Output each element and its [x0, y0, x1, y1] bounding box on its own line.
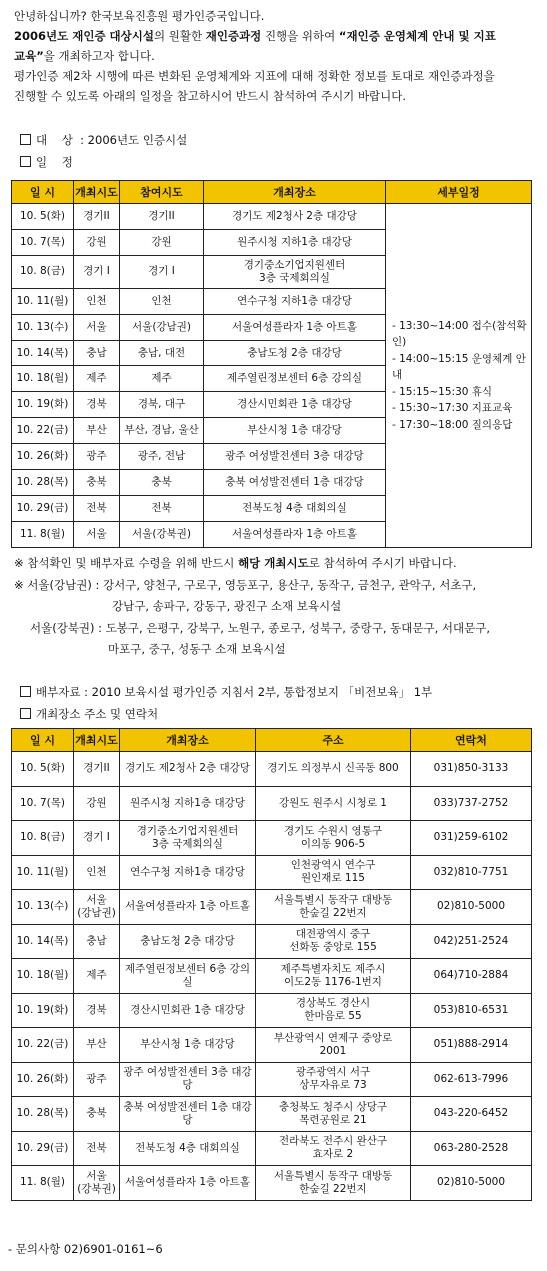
table-row	[12, 1097, 532, 1132]
venue-cell: 경기도 제2청사 2층 대강당	[120, 752, 256, 787]
phone-cell: 051)888-2914	[411, 1028, 532, 1063]
venue-cell: 연수구청 지하1층 대강당	[204, 288, 386, 314]
notes	[14, 553, 490, 661]
details-cell	[386, 204, 532, 548]
venue-cell: 전북도청 4층 대회의실	[204, 495, 386, 521]
date-cell: 10. 8(금)	[12, 255, 74, 288]
venue-cell: 제주열린정보센터 6층 강의실	[204, 366, 386, 392]
header-details: 세부일정	[386, 181, 532, 204]
host-region-cell: 충남	[74, 924, 120, 959]
host-region-cell: 경기II	[74, 204, 120, 230]
date-cell: 10. 18(월)	[12, 959, 74, 994]
date-cell: 10. 11(월)	[12, 855, 74, 890]
address-cell: 부산광역시 연제구 중앙로 2001	[256, 1028, 411, 1063]
address-cell: 제주특별자치도 제주시 이도2동 1176-1번지	[256, 959, 411, 994]
host-region-cell: 충북	[74, 1097, 120, 1132]
date-cell: 10. 5(화)	[12, 204, 74, 230]
date-cell: 11. 8(월)	[12, 1166, 74, 1201]
venue-cell: 원주시청 지하1층 대강당	[204, 229, 386, 255]
participants-cell: 광주, 전남	[120, 444, 204, 470]
note-gangnam: ※ 서울(강남권) : 강서구, 양천구, 구로구, 영등포구, 용산구, 동작구, 금천구, 관악구, 서초구,	[14, 577, 477, 592]
host-region-cell: 전북	[74, 495, 120, 521]
host-region-cell: 부산	[74, 1028, 120, 1063]
participants-cell: 전북	[120, 495, 204, 521]
date-cell: 10. 28(목)	[12, 1097, 74, 1132]
date-cell: 10. 14(목)	[12, 340, 74, 366]
table-row	[12, 821, 532, 856]
venue-cell: 경기중소기업지원센터 3층 국제회의실	[120, 821, 256, 856]
header-host-region: 개최시도	[74, 181, 120, 204]
venue-cell: 광주 여성발전센터 3층 대강당	[204, 444, 386, 470]
address-cell: 광주광역시 서구 상무자유로 73	[256, 1062, 411, 1097]
venue-cell: 전북도청 4층 대회의실	[120, 1131, 256, 1166]
greeting: 안녕하십니까? 한국보육진흥원 평가인증국입니다.	[14, 9, 265, 23]
intro-line-2: 2006년도 재인증 대상시설의 원활한 재인증과정 진행을 위하여 “재인증 운영체계 안내 및 지표	[14, 29, 496, 43]
contact-line: - 문의사항 02)6901-0161~6	[8, 1242, 163, 1256]
venue-cell: 충북 여성발전센터 1층 대강당	[204, 470, 386, 496]
phone-cell: 062-613-7996	[411, 1062, 532, 1097]
date-cell: 10. 5(화)	[12, 752, 74, 787]
phone-cell: 031)259-6102	[411, 821, 532, 856]
venue-table	[11, 728, 532, 1201]
phone-cell: 043-220-6452	[411, 1097, 532, 1132]
date-cell: 10. 19(화)	[12, 392, 74, 418]
venue-cell: 제주열린정보센터 6층 강의실	[120, 959, 256, 994]
venue-cell: 충남도청 2층 대강당	[204, 340, 386, 366]
intro-text	[14, 6, 496, 106]
phone-cell: 032)810-7751	[411, 855, 532, 890]
detail-item: - 14:00~15:15 운영체계 안내	[392, 352, 526, 382]
note-gangbuk: 서울(강북권) : 도봉구, 은평구, 강북구, 노원구, 종로구, 성북구, 중랑구, 동대문구, 서대문구,	[30, 620, 491, 635]
venue-cell: 충남도청 2층 대강당	[120, 924, 256, 959]
target-line	[20, 132, 187, 148]
table-row	[12, 890, 532, 925]
host-region-cell: 광주	[74, 444, 120, 470]
header-address: 주소	[256, 729, 411, 752]
header-date: 일 시	[12, 181, 74, 204]
host-region-cell: 충북	[74, 470, 120, 496]
address-cell: 서울특별시 동작구 대방동 한숲길 22번지	[256, 890, 411, 925]
address-cell: 경기도 수원시 영통구 이의동 906-5	[256, 821, 411, 856]
participants-cell: 경기 I	[120, 255, 204, 288]
date-cell: 11. 8(월)	[12, 521, 74, 547]
note-gangnam-cont: 강남구, 송파구, 강동구, 광진구 소재 보육시설	[112, 599, 342, 613]
host-region-cell: 강원	[74, 786, 120, 821]
date-cell: 10. 26(화)	[12, 444, 74, 470]
venue-cell: 경기중소기업지원센터 3층 국제회의실	[204, 255, 386, 288]
host-region-cell: 제주	[74, 366, 120, 392]
participants-cell: 경기II	[120, 204, 204, 230]
host-region-cell: 경기 I	[74, 255, 120, 288]
header-venue: 개최장소	[120, 729, 256, 752]
venue-cell: 원주시청 지하1층 대강당	[120, 786, 256, 821]
date-cell: 10. 28(목)	[12, 470, 74, 496]
materials-text: 배부자료 : 2010 보육시설 평가인증 지침서 2부, 통합정보지 「비전보육」 1부	[36, 685, 433, 699]
date-cell: 10. 26(화)	[12, 1062, 74, 1097]
detail-item: - 15:30~17:30 지표교육	[392, 402, 513, 415]
venue-cell: 부산시청 1층 대강당	[204, 418, 386, 444]
checkbox-icon	[20, 156, 31, 167]
date-cell: 10. 13(수)	[12, 314, 74, 340]
address-cell: 전라북도 전주시 완산구 효자로 2	[256, 1131, 411, 1166]
date-cell: 10. 8(금)	[12, 821, 74, 856]
venue-cell: 서울여성플라자 1층 아트홀	[120, 890, 256, 925]
address-cell: 대전광역시 중구 선화동 중앙로 155	[256, 924, 411, 959]
header-host-region: 개최시도	[74, 729, 120, 752]
participants-cell: 부산, 경남, 울산	[120, 418, 204, 444]
phone-cell: 063-280-2528	[411, 1131, 532, 1166]
host-region-cell: 인천	[74, 288, 120, 314]
date-cell: 10. 29(금)	[12, 1131, 74, 1166]
host-region-cell: 부산	[74, 418, 120, 444]
note-attendance: ※ 참석확인 및 배부자료 수령을 위해 반드시 해당 개최시도로 참석하여 주시기 바랍니다.	[14, 556, 457, 570]
venue-cell: 서울여성플라자 1층 아트홀	[204, 314, 386, 340]
host-region-cell: 제주	[74, 959, 120, 994]
venue-cell: 서울여성플라자 1층 아트홀	[120, 1166, 256, 1201]
venue-line	[20, 706, 158, 722]
header-participants: 참여시도	[120, 181, 204, 204]
host-region-cell: 서울 (강북권)	[74, 1166, 120, 1201]
host-region-cell: 강원	[74, 229, 120, 255]
venue-cell: 광주 여성발전센터 3층 대강당	[120, 1062, 256, 1097]
host-region-cell: 경북	[74, 392, 120, 418]
date-cell: 10. 19(화)	[12, 993, 74, 1028]
participants-cell: 강원	[120, 229, 204, 255]
detail-item: - 13:30~14:00 접수(참석확인)	[392, 319, 527, 349]
table-row	[12, 204, 532, 230]
intro-line-4: 평가인증 제2차 시행에 따른 변화된 운영체계와 지표에 대해 정확한 정보를 토대로 재인증과정을	[14, 69, 495, 83]
phone-cell: 031)850-3133	[411, 752, 532, 787]
participants-cell: 서울(강남권)	[120, 314, 204, 340]
host-region-cell: 광주	[74, 1062, 120, 1097]
detail-item: - 15:15~15:30 휴식	[392, 385, 493, 398]
participants-cell: 인천	[120, 288, 204, 314]
address-cell: 강원도 원주시 시청로 1	[256, 786, 411, 821]
venue-cell: 부산시청 1층 대강당	[120, 1028, 256, 1063]
venue-cell: 연수구청 지하1층 대강당	[120, 855, 256, 890]
address-cell: 경기도 의정부시 신곡동 800	[256, 752, 411, 787]
venue-cell: 충북 여성발전센터 1층 대강당	[120, 1097, 256, 1132]
header-date: 일 시	[12, 729, 74, 752]
address-cell: 충청북도 청주시 상당구 목련공원로 21	[256, 1097, 411, 1132]
table-row	[12, 752, 532, 787]
table-row	[12, 1166, 532, 1201]
table-row	[12, 959, 532, 994]
note-gangbuk-cont: 마포구, 중구, 성동구 소재 보육시설	[108, 642, 286, 656]
venue-cell: 경산시민회관 1층 대강당	[204, 392, 386, 418]
header-venue: 개최장소	[204, 181, 386, 204]
phone-cell: 042)251-2524	[411, 924, 532, 959]
date-cell: 10. 13(수)	[12, 890, 74, 925]
intro-line-3: 교육”을 개최하고자 합니다.	[14, 49, 155, 63]
participants-cell: 충남, 대전	[120, 340, 204, 366]
date-cell: 10. 14(목)	[12, 924, 74, 959]
target-value: : 2006년도 인증시설	[80, 133, 188, 147]
venue-label: 개최장소 주소 및 연락처	[36, 707, 159, 721]
venue-cell: 서울여성플라자 1층 아트홀	[204, 521, 386, 547]
header-phone: 연락처	[411, 729, 532, 752]
host-region-cell: 경기 I	[74, 821, 120, 856]
host-region-cell: 경기II	[74, 752, 120, 787]
venue-cell: 경산시민회관 1층 대강당	[120, 993, 256, 1028]
host-region-cell: 충남	[74, 340, 120, 366]
table-row	[12, 855, 532, 890]
phone-cell: 02)810-5000	[411, 890, 532, 925]
table-row	[12, 924, 532, 959]
phone-cell: 033)737-2752	[411, 786, 532, 821]
host-region-cell: 인천	[74, 855, 120, 890]
participants-cell: 충북	[120, 470, 204, 496]
address-cell: 경상북도 경산시 한마음로 55	[256, 993, 411, 1028]
participants-cell: 서울(강북권)	[120, 521, 204, 547]
schedule-table	[11, 180, 532, 548]
participants-cell: 경북, 대구	[120, 392, 204, 418]
table-row	[12, 786, 532, 821]
checkbox-icon	[20, 686, 31, 697]
address-cell: 인천광역시 연수구 원인재로 115	[256, 855, 411, 890]
date-cell: 10. 7(목)	[12, 229, 74, 255]
materials-line	[20, 684, 432, 700]
host-region-cell: 서울 (강남권)	[74, 890, 120, 925]
schedule-label: 일 정	[36, 155, 73, 169]
date-cell: 10. 29(금)	[12, 495, 74, 521]
host-region-cell: 서울	[74, 314, 120, 340]
intro-line-5: 진행할 수 있도록 아래의 일정을 참고하시어 반드시 참석하여 주시기 바랍니다.	[14, 89, 407, 103]
target-label: 대 상	[36, 133, 73, 147]
phone-cell: 053)810-6531	[411, 993, 532, 1028]
venue-cell: 경기도 제2청사 2층 대강당	[204, 204, 386, 230]
table-row	[12, 993, 532, 1028]
address-cell: 서울특별시 동작구 대방동 한숲길 22번지	[256, 1166, 411, 1201]
table-row	[12, 1062, 532, 1097]
checkbox-icon	[20, 708, 31, 719]
host-region-cell: 경북	[74, 993, 120, 1028]
phone-cell: 02)810-5000	[411, 1166, 532, 1201]
schedule-line	[20, 154, 73, 170]
host-region-cell: 전북	[74, 1131, 120, 1166]
table-row	[12, 1131, 532, 1166]
participants-cell: 제주	[120, 366, 204, 392]
checkbox-icon	[20, 134, 31, 145]
date-cell: 10. 18(월)	[12, 366, 74, 392]
table-row	[12, 1028, 532, 1063]
date-cell: 10. 22(금)	[12, 418, 74, 444]
phone-cell: 064)710-2884	[411, 959, 532, 994]
date-cell: 10. 22(금)	[12, 1028, 74, 1063]
detail-item: - 17:30~18:00 질의응답	[392, 418, 513, 431]
date-cell: 10. 7(목)	[12, 786, 74, 821]
date-cell: 10. 11(월)	[12, 288, 74, 314]
host-region-cell: 서울	[74, 521, 120, 547]
